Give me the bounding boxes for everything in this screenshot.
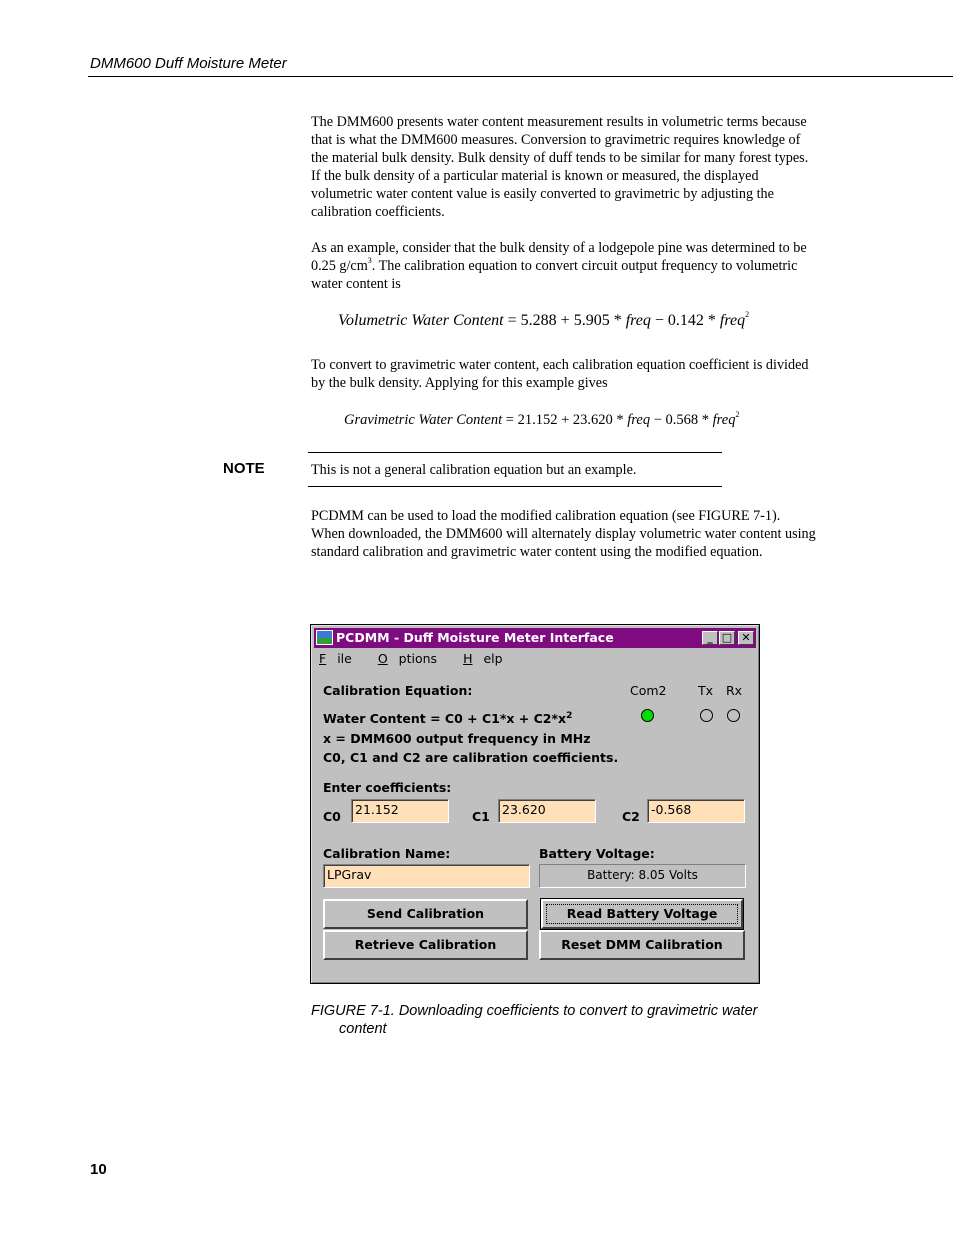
eq-vol-exp: 2 bbox=[745, 310, 750, 319]
paragraph-convert: To convert to gravimetric water content, each calibration equation coefficient is divided by the bulk density. Applying for this example gives bbox=[311, 357, 809, 391]
tx-label: Tx bbox=[698, 683, 714, 698]
paragraph-example bbox=[311, 239, 816, 293]
equation-volumetric bbox=[338, 312, 749, 330]
close-button[interactable]: ✕ bbox=[738, 631, 754, 645]
menu-options-key: O bbox=[377, 651, 388, 666]
calibration-name-input[interactable]: LPGrav bbox=[323, 864, 530, 888]
menu-help-rest: elp bbox=[483, 651, 503, 666]
eq-vol-c1: 5.905 bbox=[573, 312, 610, 329]
calibration-equation-heading: Calibration Equation: bbox=[323, 683, 473, 698]
equation-line-1-text: Water Content = C0 + C1*x + C2*x bbox=[323, 711, 567, 727]
eq-vol-freq1: freq bbox=[625, 312, 651, 329]
tx-status-led bbox=[700, 709, 713, 722]
note-bottom-rule bbox=[308, 486, 722, 487]
equation-line-2: x = DMM600 output frequency in MHz bbox=[323, 731, 591, 746]
com-status-led bbox=[641, 709, 654, 722]
retrieve-calibration-button[interactable]: Retrieve Calibration bbox=[323, 930, 528, 960]
eq-grav-c1: 23.620 bbox=[572, 412, 613, 428]
equation-line-3: C0, C1 and C2 are calibration coefficients. bbox=[323, 750, 619, 765]
equation-gravimetric bbox=[344, 412, 739, 429]
menu-options[interactable] bbox=[378, 651, 448, 666]
focus-rect bbox=[546, 904, 738, 924]
c0-input[interactable]: 21.152 bbox=[351, 799, 449, 823]
caption-line-1: FIGURE 7-1. Downloading coefficients to convert to gravimetric water bbox=[311, 1003, 758, 1019]
eq-vol-plus: + bbox=[556, 312, 574, 329]
read-battery-voltage-label: Read Battery Voltage bbox=[566, 906, 718, 921]
battery-voltage-label: Battery Voltage: bbox=[539, 846, 655, 861]
com-port-label: Com2 bbox=[630, 683, 667, 698]
minimize-button[interactable]: _ bbox=[702, 631, 718, 645]
equation-exponent: 2 bbox=[566, 711, 573, 721]
eq-grav-exp: 2 bbox=[735, 410, 740, 419]
caption-line-2: content bbox=[339, 1021, 387, 1037]
equation-line-1 bbox=[323, 711, 572, 726]
eq-grav-lhs: Gravimetric Water Content bbox=[344, 412, 503, 428]
eq-vol-times1: * bbox=[609, 312, 626, 329]
pcdmm-window bbox=[310, 624, 760, 984]
reset-dmm-calibration-button[interactable]: Reset DMM Calibration bbox=[539, 930, 745, 960]
eq-grav-c2: 0.568 bbox=[665, 412, 699, 428]
header-rule bbox=[88, 76, 953, 77]
superscript-cubed: 3 bbox=[367, 256, 372, 265]
note-text: This is not a general calibration equation but an example. bbox=[311, 462, 637, 478]
menu-file[interactable] bbox=[319, 651, 363, 666]
maximize-button[interactable]: □ bbox=[719, 631, 735, 645]
menu-help-key: H bbox=[463, 651, 473, 666]
enter-coefficients-label: Enter coefficients: bbox=[323, 780, 452, 795]
eq-grav-minus: − bbox=[650, 412, 666, 428]
c0-label: C0 bbox=[323, 809, 341, 824]
eq-vol-c2: 0.142 bbox=[667, 312, 704, 329]
eq-grav-c0: 21.152 bbox=[517, 412, 558, 428]
note-top-rule bbox=[308, 452, 722, 453]
eq-vol-freq2: freq bbox=[719, 312, 746, 329]
eq-vol-equals: = bbox=[503, 312, 521, 329]
send-calibration-button[interactable]: Send Calibration bbox=[323, 899, 528, 929]
paragraph-example-a: As an example, consider that the bulk density of a lodgepole pine was determined to be 0.25 g/cm bbox=[311, 240, 807, 274]
menu-file-rest: ile bbox=[337, 651, 352, 666]
paragraph-example-b: . The calibration equation to convert circuit output frequency to volumetric water content is bbox=[311, 258, 798, 292]
page-number: 10 bbox=[90, 1161, 107, 1178]
c2-label: C2 bbox=[622, 809, 640, 824]
calibration-name-label: Calibration Name: bbox=[323, 846, 451, 861]
c1-input[interactable]: 23.620 bbox=[498, 799, 596, 823]
menu-file-key: F bbox=[319, 651, 327, 666]
note-label: NOTE bbox=[223, 460, 265, 477]
eq-vol-lhs: Volumetric Water Content bbox=[338, 312, 504, 329]
eq-grav-freq1: freq bbox=[627, 412, 651, 428]
eq-grav-times1: * bbox=[612, 412, 628, 428]
eq-grav-equals: = bbox=[502, 412, 518, 428]
paragraph-pcdmm: PCDMM can be used to load the modified calibration equation (see FIGURE 7-1). When downloaded, the DMM600 will alternately display volumetric water content using standard calibration and gravimetric water content using the modified equation. bbox=[311, 508, 816, 560]
running-header: DMM600 Duff Moisture Meter bbox=[90, 55, 287, 72]
eq-vol-minus: − bbox=[650, 312, 668, 329]
c1-label: C1 bbox=[472, 809, 490, 824]
read-battery-voltage-button[interactable] bbox=[541, 899, 743, 929]
eq-grav-times2: * bbox=[698, 412, 713, 428]
title-bar[interactable] bbox=[314, 628, 756, 648]
figure-caption bbox=[311, 1002, 831, 1038]
menu-bar bbox=[319, 651, 525, 666]
eq-vol-c0: 5.288 bbox=[520, 312, 557, 329]
battery-voltage-display: Battery: 8.05 Volts bbox=[539, 864, 746, 888]
paragraph-intro: The DMM600 presents water content measurement results in volumetric terms because that is what the DMM600 measures. Conversion to gravimetric requires knowledge of the material bulk density. Bulk density of duff tends to be similar for many forest types. If the bulk density of a particular material is known or measured, the displayed volumetric water content value is easily converted to gravimetric by adjusting the calibration coefficients. bbox=[311, 114, 809, 220]
menu-help[interactable] bbox=[463, 651, 514, 666]
eq-grav-freq2: freq bbox=[712, 412, 736, 428]
rx-status-led bbox=[727, 709, 740, 722]
eq-grav-plus: + bbox=[557, 412, 573, 428]
eq-vol-times2: * bbox=[703, 312, 720, 329]
window-title: PCDMM - Duff Moisture Meter Interface bbox=[336, 630, 614, 645]
menu-options-rest: ptions bbox=[398, 651, 438, 666]
rx-label: Rx bbox=[726, 683, 743, 698]
app-icon bbox=[316, 630, 333, 645]
c2-input[interactable]: -0.568 bbox=[647, 799, 745, 823]
